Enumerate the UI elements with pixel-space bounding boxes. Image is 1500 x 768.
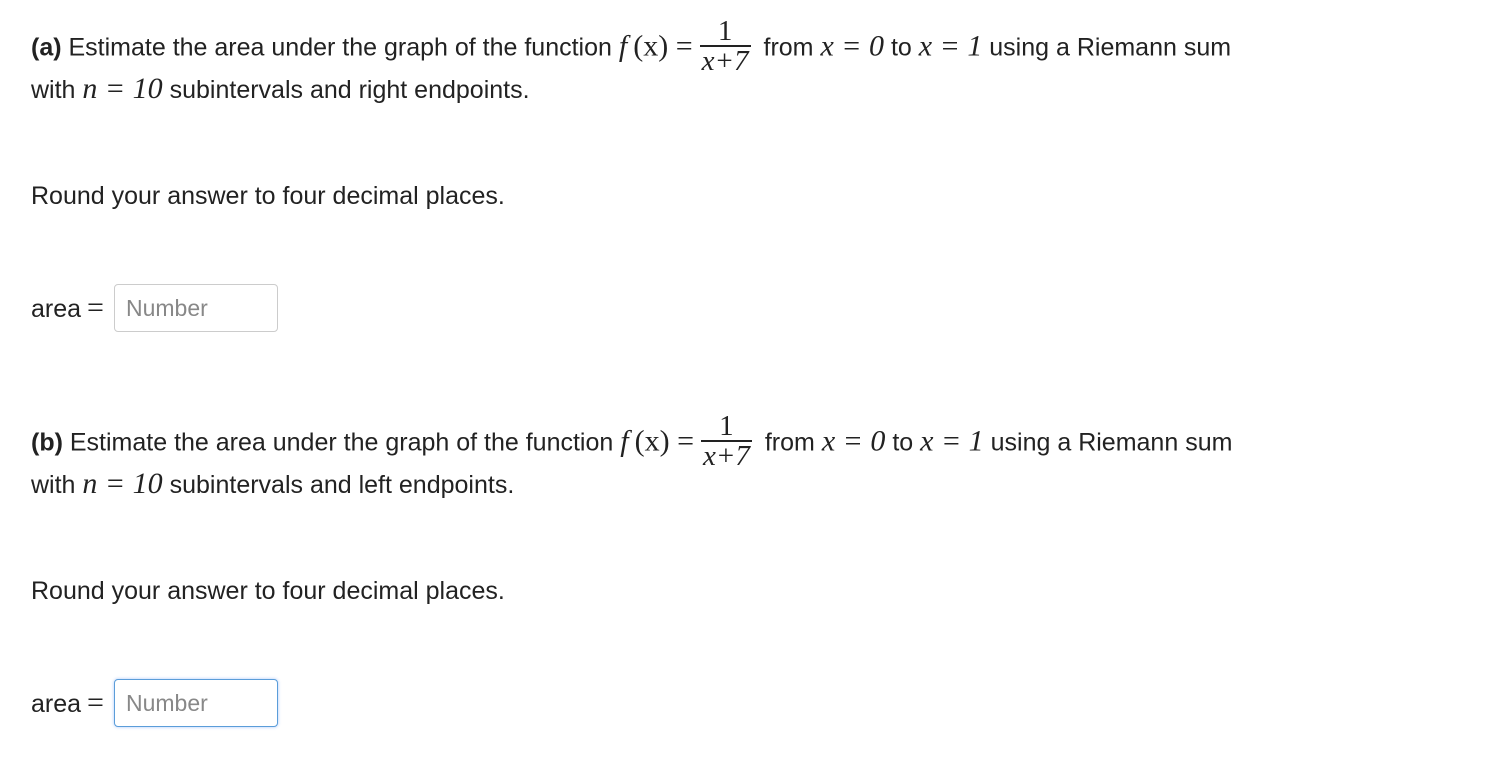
part-b-to-text: to bbox=[885, 428, 921, 457]
part-a-intro: Estimate the area under the graph of the function bbox=[61, 33, 619, 62]
part-b-from-expr: x = 0 bbox=[821, 424, 886, 458]
part-b-fraction: $\frac{1}{x+7}$ bbox=[702, 410, 750, 472]
part-b-intro: Estimate the area under the graph of the function bbox=[62, 428, 621, 457]
part-a-fraction: $\frac{1}{x+7}$ bbox=[701, 15, 749, 77]
part-b-func: f (x) = bbox=[620, 424, 694, 458]
part-b-question-line-2 bbox=[31, 469, 514, 500]
part-a-question-line-2 bbox=[31, 74, 530, 105]
part-a-tail: using a Riemann sum bbox=[982, 33, 1232, 62]
part-b-to-expr: x = 1 bbox=[920, 424, 984, 458]
part-b-label: (b) bbox=[31, 428, 63, 457]
part-a-area-input[interactable] bbox=[114, 284, 278, 332]
part-b-answer-row bbox=[31, 678, 278, 728]
part-b-endpoint-text: subintervals and left endpoints. bbox=[162, 471, 515, 499]
part-b-area-input[interactable] bbox=[114, 679, 278, 727]
part-a-endpoint-text: subintervals and right endpoints. bbox=[162, 76, 530, 104]
part-b-tail: using a Riemann sum bbox=[983, 428, 1233, 457]
part-b-question-line-1 bbox=[31, 410, 1233, 473]
part-a-answer-label: area = bbox=[31, 291, 104, 324]
part-a-label: (a) bbox=[31, 33, 62, 62]
part-a-to-expr: x = 1 bbox=[918, 29, 983, 63]
part-b-answer-label: area = bbox=[31, 686, 104, 719]
part-a-question-line-1 bbox=[31, 15, 1232, 78]
part-a-answer-row bbox=[31, 283, 278, 333]
part-b-n-expr: n = 10 bbox=[82, 467, 163, 500]
part-a-with-text: with bbox=[31, 76, 83, 104]
part-a-round-instruction: Round your answer to four decimal places. bbox=[31, 182, 505, 210]
part-a-func: f (x) = bbox=[618, 29, 693, 63]
part-b-round-instruction: Round your answer to four decimal places. bbox=[31, 577, 505, 605]
part-a-to-text: to bbox=[884, 33, 919, 62]
part-a-from-text: from bbox=[756, 33, 821, 62]
part-a-from-expr: x = 0 bbox=[820, 29, 885, 63]
part-a-n-expr: n = 10 bbox=[82, 72, 163, 105]
part-b-with-text: with bbox=[31, 471, 83, 499]
part-b-from-text: from bbox=[757, 428, 822, 457]
